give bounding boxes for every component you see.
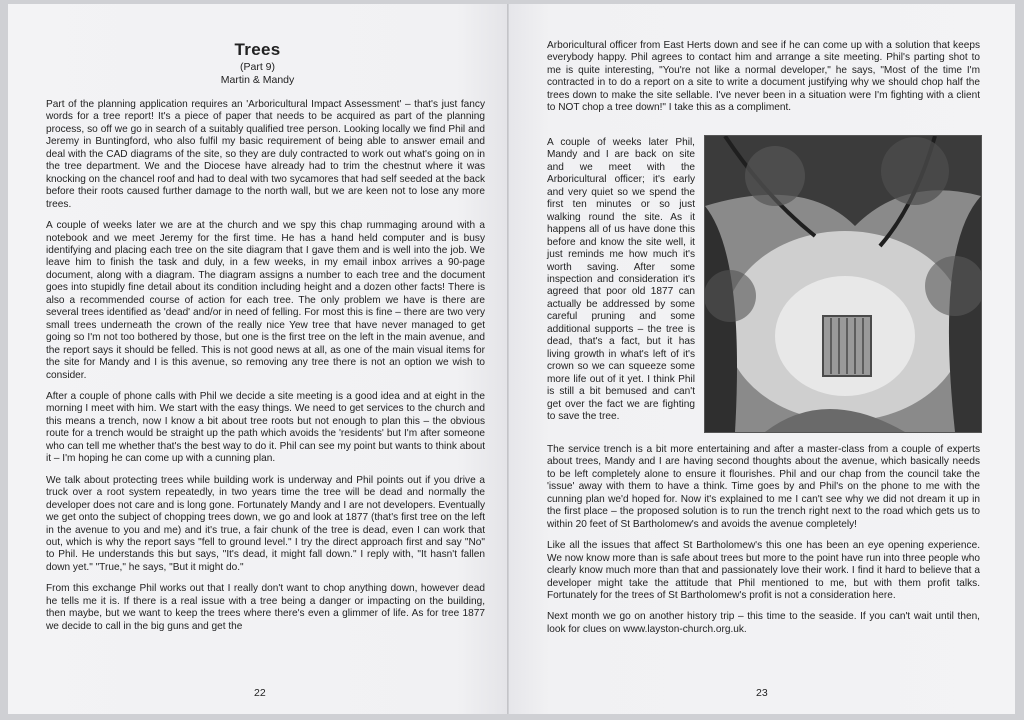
right-top-paragraph: Arboricultural officer from East Herts down and see if he can come up with a solution that keeps everybody happy. Phil agrees to contact him and arrange a site meeting. Phil's parting shot to me is quite interesting, "You're not like a normal developer," he says, "Most of the time I'm contracted in to do a report on a site to write a document justifying why we should chop half the trees down to make the site sellable. I've never been in a situation were I'm fighting with a client to NOT chop a tree down!" I take this as a compliment. xyxy=(547,40,980,114)
article-part: (Part 9) xyxy=(239,61,275,73)
paragraph: A couple of weeks later we are at the church and we spy this chap rummaging around with a notebook and we meet Jeremy for the first time. He has a hand held computer and is busy identifying and placing each tree on the site diagram that I gave them and is well into the job. We leave him to finish the task and duly, in a few weeks, in my email inbox arrives a 90-page document, along with a diagram. The diagram assigns a number to each tree and the document goes into stupidly fine detail about its condition including height and a dozen other facts! There is also a recommended course of action for each tree. The only problem we have is there are several trees identified as 'dead' and/or in need of felling. For most this is fine – there are two very small trees underneath the crown of the really nice Yew tree that have never managed to get going so I'm not too bothered by those, but one is the first tree on the left in the main avenue, and the report says it should be felled. This is not good news at all, as one of the main visual items for the site for Mandy and I is this avenue, so removing any tree there is not an option we wish to consider. xyxy=(46,220,485,381)
paragraph: Next month we go on another history trip – this time to the seaside. If you can't wait until then, look for clues on www.layston-church.org.uk. xyxy=(547,611,980,635)
page-number-left: 22 xyxy=(254,687,266,699)
paragraph: Part of the planning application requires an 'Arboricultural Impact Assessment' – that's just fancy words for a tree report! It's a piece of paper that needs to be acquired as part of the planning process, so off we go in search of a suitably qualified tree person. Looking locally we find Phil and Jeremy in Buntingford, who also fulfil my basic requirement of being able to answer email and deal with the CAD diagrams of the site, so they are duly contracted to work out what's going on in the tree department. We and the Diocese have already had to trim the chestnut where it was knocking on the chancel roof and had to deal with two sycamores that had self seeded at the back before their roots caused further damage to the north wall, but we are keen not to lose any more trees. xyxy=(46,99,485,210)
right-page xyxy=(509,4,1015,714)
article-title: Trees xyxy=(234,40,281,59)
article-authors: Martin & Mandy xyxy=(220,74,295,86)
left-body xyxy=(46,99,485,642)
paragraph: From this exchange Phil works out that I really don't want to chop anything down, however dead he tells me it is. If there is a real issue with a tree being a danger or impacting on the building, then maybe, but we want to keep the trees where there's even a glimmer of life. As for tree 1877 we decide to call in the big guns and get the xyxy=(46,583,485,632)
paragraph: The service trench is a bit more entertaining and after a master-class from a couple of experts about trees, Mandy and I are having second thoughts about the avenue, which basically needs to be left completely alone to ensure it flourishes. Phil and our chap from the council take the 'issue' away with them to have a think. Time goes by and Phil's on the phone to me with the cunning plan we'd hoped for. Now it's explained to me I can't see why we did not dream it up in the first place – the proposed solution is to run the trench right next to the road which gets us to within 20 feet of St Bartholomew's and avoids the avenue completely! xyxy=(547,444,980,530)
paragraph: After a couple of phone calls with Phil we decide a site meeting is a good idea and at eight in the morning I meet with him. We start with the easy things. We need to get services to the church and this means a trench, now I know a bit about tree roots but not enough to plan this – the obvious route for a trench would be straight up the path which avoids the 'residents' but I'm after someone who can tell me whether that's the best way to do it. Phil can see my point but wants to think about it – I'm hoping he can come up with a cunning plan. xyxy=(46,390,486,465)
right-body xyxy=(547,444,980,645)
paragraph: Like all the issues that affect St Bartholomew's this one has been an eye opening experience. We now know more than is safe about trees but more to the point have run into three people who clearly know much more than that and passionately love their work. I find it hard to believe that a developer might take the attitude that Phil mentioned to me, but with them profit talks. Fortunately for the trees of St Bartholomew's profit is not a consideration here. xyxy=(547,540,980,601)
paragraph: We talk about protecting trees while building work is underway and Phil points out if you drive a truck over a root system repeatedly, in two years time the tree will be dead and normally the developer does not care and is long gone. Fortunately Mandy and I are not developers. Eventually we get onto the subject of chopping trees down, we go and look at 1877 (that's first tree on the left in the avenue to you and me) and it's true, a fair chunk of the tree is dead, even I can work that out, which is why the report says "fell to ground level." I try the direct approach first and say "No" to Phil. He understands this but says, "It's dead, it might fall down." I reply with, "It hasn't fallen down yet." "True," he says, "But it might do." xyxy=(46,474,485,573)
left-page xyxy=(8,4,508,714)
tree-avenue-photo xyxy=(704,135,982,433)
right-column-paragraph: A couple of weeks later Phil, Mandy and I are back on site and we meet with the Arboricultural officer; it's early and very quiet so we spend the first ten minutes or so just walking round the site. As it happens all of us have done this before and know the site well, it just reminds me how much it's worth saving. After some inspection and consideration it's agreed that poor old 1877 can actually be addressed by some careful pruning and some additional supports – the tree is dead, that's a fact, but it has living growth in what's left of it's crown so we can squeeze some more life out of it yet. I think Phil is still a bit bemused and can't get over the fact we are fighting to save the tree. xyxy=(547,137,695,422)
tree-photo-icon xyxy=(705,136,981,432)
page-number-right: 23 xyxy=(756,687,768,699)
